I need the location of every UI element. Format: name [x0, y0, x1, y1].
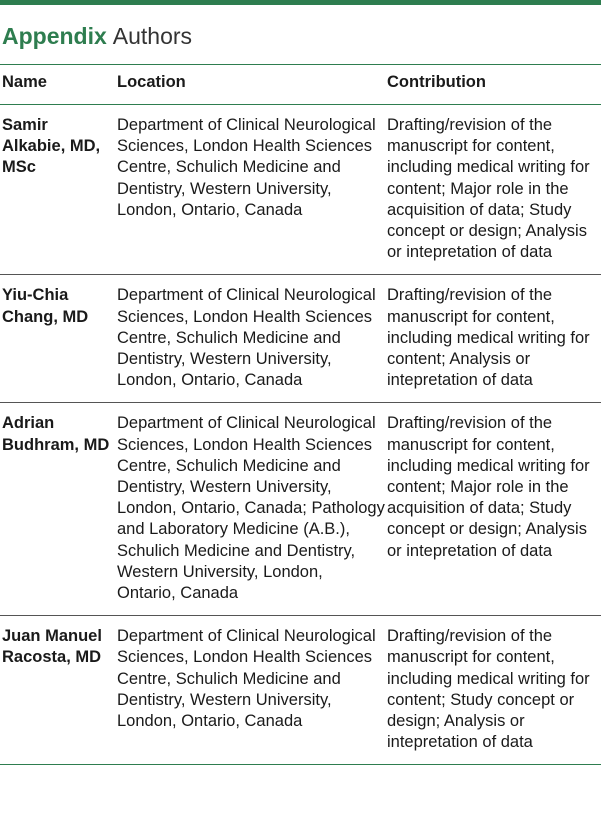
top-accent-bar: [0, 0, 601, 5]
column-header-name: Name: [2, 73, 47, 91]
author-name: Yiu-Chia Chang, MD: [2, 286, 89, 326]
table-row: [0, 275, 601, 403]
title-appendix: Appendix: [2, 23, 107, 49]
author-contribution: Drafting/revision of the manuscript for content, including medical writing for content; Major role in the acquisition of data; Study concept or design; Analysis or intepretation of data: [387, 116, 590, 262]
authors-table: [0, 64, 601, 765]
author-contribution: Drafting/revision of the manuscript for content, including medical writing for content; Study concept or design; Analysis or intepretation of data: [387, 627, 590, 752]
table-body: [0, 105, 601, 765]
author-location: Department of Clinical Neurological Sciences, London Health Sciences Centre, Schulich Medicine and Dentistry, Western University, London, Ontario, Canada: [117, 116, 376, 219]
column-header-contribution: Contribution: [387, 73, 486, 91]
table-header: [0, 65, 601, 105]
author-name: Samir Alkabie, MD, MSc: [2, 116, 101, 177]
table-row: [0, 403, 601, 616]
author-contribution: Drafting/revision of the manuscript for content, including medical writing for content; Major role in the acquisition of data; Study concept or design; Analysis or intepretation of data: [387, 414, 590, 560]
column-header-location: Location: [117, 73, 186, 91]
author-contribution: Drafting/revision of the manuscript for content, including medical writing for content; Analysis or intepretation of data: [387, 286, 590, 390]
page-title: [2, 20, 192, 52]
table-row: [0, 616, 601, 765]
table-row: [0, 105, 601, 275]
author-location: Department of Clinical Neurological Sciences, London Health Sciences Centre, Schulich Medicine and Dentistry, Western University, London, Ontario, Canada; Pathology and Laboratory Medicine (A.B.), Schulich Medicine and Dentistry, Western University, London, Ontario, Canada: [117, 414, 385, 603]
title-authors: Authors: [112, 23, 193, 49]
author-location: Department of Clinical Neurological Sciences, London Health Sciences Centre, Schulich Medicine and Dentistry, Western University, London, Ontario, Canada: [117, 286, 376, 390]
author-location: Department of Clinical Neurological Sciences, London Health Sciences Centre, Schulich Medicine and Dentistry, Western University, London, Ontario, Canada: [117, 627, 376, 731]
author-name: Juan Manuel Racosta, MD: [2, 627, 102, 667]
header-row: [0, 65, 601, 105]
author-name: Adrian Budhram, MD: [2, 414, 110, 454]
